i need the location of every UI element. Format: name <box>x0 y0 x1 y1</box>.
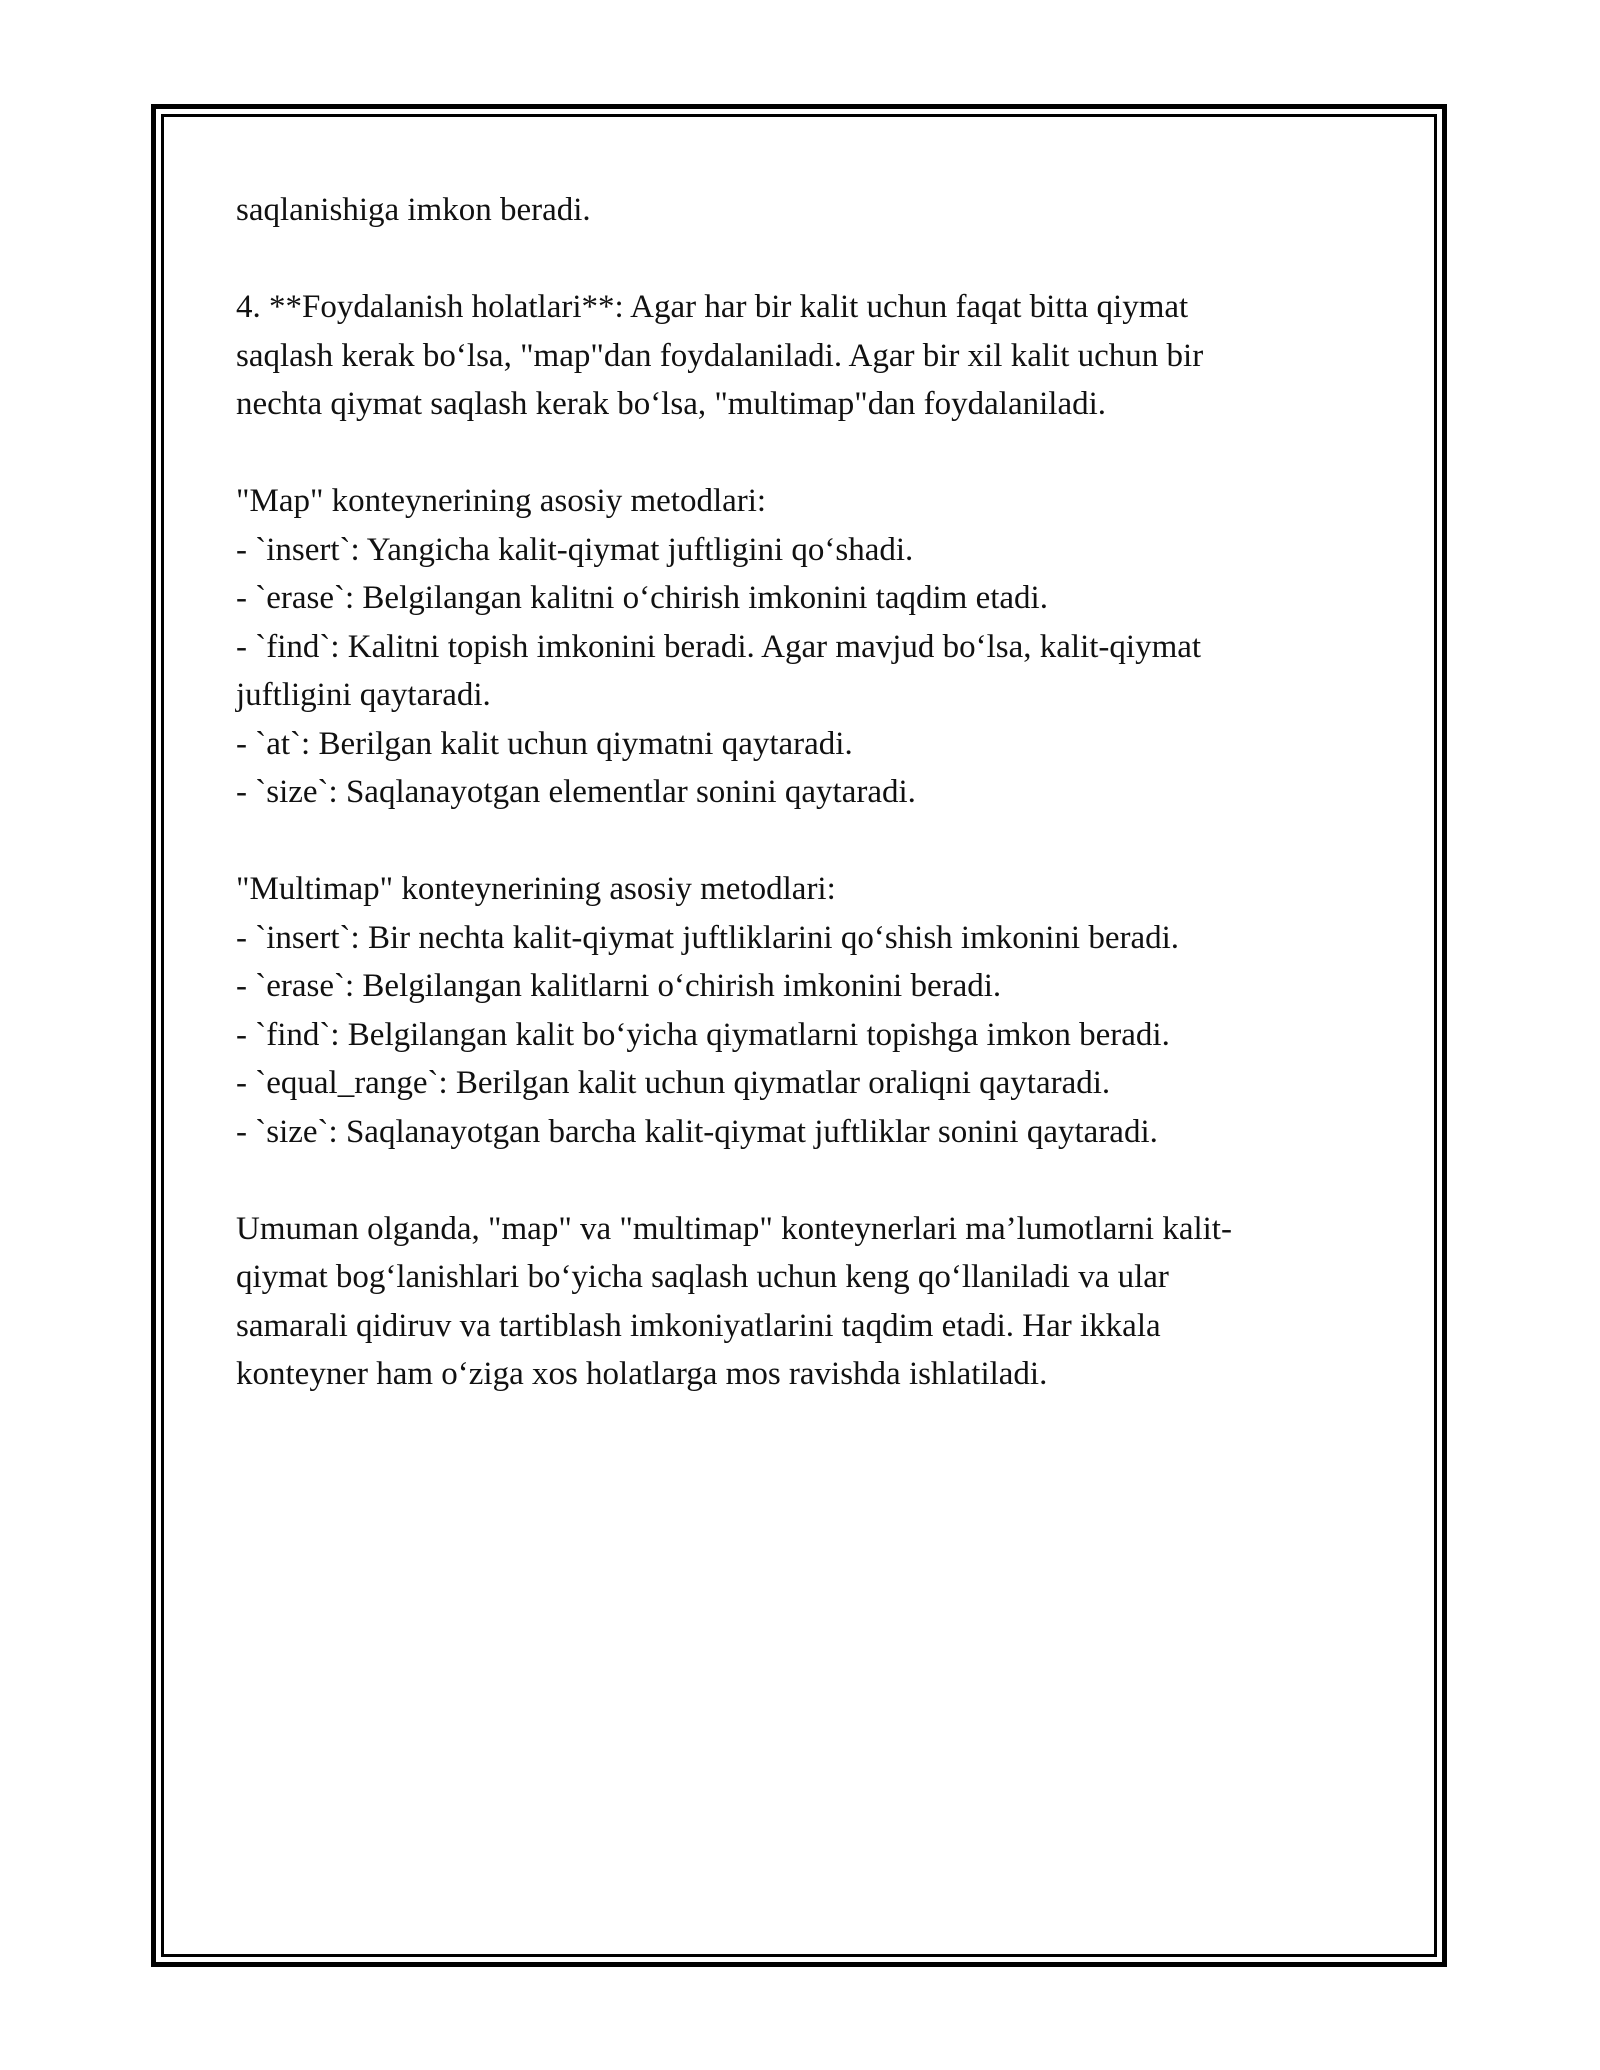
list-item-line: - `insert`: Yangicha kalit-qiymat juftligini qo‘shadi. <box>236 531 914 568</box>
text-line: Umuman olganda, "map" va "multimap" konteynerlari ma’lumotlarni kalit- <box>236 1210 1232 1247</box>
text-line: saqlash kerak bo‘lsa, "map"dan foydalaniladi. Agar bir xil kalit uchun bir <box>236 337 1204 374</box>
list-item-line: - `size`: Saqlanayotgan barcha kalit-qiymat juftliklar sonini qaytaradi. <box>236 1113 1158 1150</box>
text-line: konteyner ham o‘ziga xos holatlarga mos ravishda ishlatiladi. <box>236 1356 1048 1392</box>
list-item-line: - `erase`: Belgilangan kalitlarni o‘chirish imkonini beradi. <box>236 968 1002 1004</box>
section-heading-line: "Multimap" konteynerining asosiy metodlari: <box>236 871 836 907</box>
paragraph-map-methods <box>236 477 1366 817</box>
text-line: qiymat bog‘lanishlari bo‘yicha saqlash uchun keng qo‘llaniladi va ular <box>236 1259 1169 1295</box>
section-heading-line: "Map" konteynerining asosiy metodlari: <box>236 483 767 519</box>
list-item-line: juftligini qaytaradi. <box>236 677 491 713</box>
list-item-line: - `erase`: Belgilangan kalitni o‘chirish imkonini taqdim etadi. <box>236 580 1048 616</box>
document-body <box>236 186 1366 1399</box>
text-line: nechta qiymat saqlash kerak bo‘lsa, "multimap"dan foydalaniladi. <box>236 386 1107 422</box>
paragraph-conclusion <box>236 1205 1366 1399</box>
list-item-line: - `size`: Saqlanayotgan elementlar sonini qaytaradi. <box>236 774 916 810</box>
paragraph-gap <box>236 817 1366 866</box>
paragraph-gap <box>236 235 1366 284</box>
paragraph-multimap-methods <box>236 865 1366 1156</box>
list-item-line: - `insert`: Bir nechta kalit-qiymat juftliklarini qo‘shish imkonini beradi. <box>236 919 1180 956</box>
text-line: 4. **Foydalanish holatlari**: Agar har bir kalit uchun faqat bitta qiymat <box>236 289 1189 325</box>
paragraph-continuation <box>236 186 1366 235</box>
text-line: samarali qidiruv va tartiblash imkoniyatlarini taqdim etadi. Har ikkala <box>236 1307 1161 1344</box>
list-item-line: - `equal_range`: Berilgan kalit uchun qiymatlar oraliqni qaytaradi. <box>236 1065 1111 1101</box>
paragraph-usage-cases <box>236 283 1366 429</box>
paragraph-gap <box>236 1156 1366 1205</box>
text-line: saqlanishiga imkon beradi. <box>236 192 591 228</box>
list-item-line: - `find`: Belgilangan kalit bo‘yicha qiymatlarni topishga imkon beradi. <box>236 1016 1170 1053</box>
list-item-line: - `find`: Kalitni topish imkonini beradi. Agar mavjud bo‘lsa, kalit-qiymat <box>236 628 1202 665</box>
paragraph-gap <box>236 429 1366 478</box>
list-item-line: - `at`: Berilgan kalit uchun qiymatni qaytaradi. <box>236 725 853 762</box>
